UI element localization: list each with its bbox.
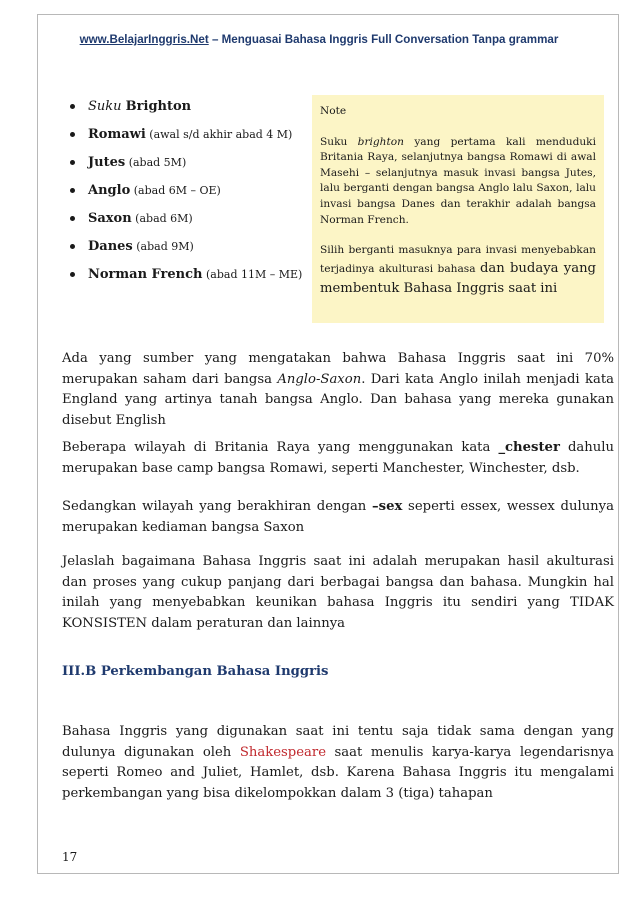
- list-item: [68, 124, 308, 152]
- paragraph-akulturasi: Jelaslah bagaimana Bahasa Inggris saat ini adalah merupakan hasil akulturasi dan proses yang cukup panjang dari berbagai bangsa dan bahasa. Mungkin hal inilah yang menyebabkan keunikan bahasa Inggris itu sendiri yang TIDAK KONSISTEN dalam peraturan dan lainnya: [62, 554, 614, 632]
- list-item: [68, 208, 308, 236]
- tribe-list: [68, 96, 308, 292]
- tribe-period: (abad 5M): [125, 156, 187, 169]
- tribe-name: Saxon: [88, 211, 132, 226]
- tribe-period: (awal s/d akhir abad 4 M): [145, 128, 293, 141]
- tribe-name: Danes: [88, 239, 133, 254]
- section-heading: III.B Perkembangan Bahasa Inggris: [62, 664, 329, 679]
- list-item: [68, 180, 308, 208]
- list-item: [68, 264, 308, 292]
- paragraph-anglo-saxon: Ada yang sumber yang mengatakan bahwa Bahasa Inggris saat ini 70% merupakan saham dari bangsa Anglo-Saxon. Dari kata Anglo inilah menjadi kata England yang artinya tanah bangsa Anglo. Dan bahasa yang mereka gunakan disebut English: [62, 351, 614, 429]
- tribe-name: Norman French: [88, 267, 203, 282]
- tribe-period: (abad 9M): [132, 240, 194, 253]
- paragraph-sex: Sedangkan wilayah yang berakhiran dengan –sex seperti essex, wessex dulunya merupakan kediaman bangsa Saxon: [62, 499, 614, 535]
- tribe-name: Romawi: [88, 127, 146, 142]
- list-item: [68, 152, 308, 180]
- tribe-period: (abad 6M): [131, 212, 193, 225]
- note-paragraph-1: Suku brighton yang pertama kali menduduki Britania Raya, selanjutnya bangsa Romawi di awal Masehi – selanjutnya masuk invasi bangsa Jutes, lalu berganti dengan bangsa Anglo lalu Saxon, lalu invasi bangsa Danes dan terakhir adalah bangsa Norman French.: [320, 135, 596, 226]
- note-paragraph-2: Silih berganti masuknya para invasi menyebabkan terjadinya akulturasi bahasa dan budaya yang membentuk Bahasa Inggris saat ini: [320, 244, 596, 296]
- tribe-period: (abad 6M – OE): [130, 184, 221, 197]
- paragraph-shakespeare: Bahasa Inggris yang digunakan saat ini tentu saja tidak sama dengan yang dulunya digunakan oleh Shakespeare saat menulis karya-karya legendarisnya seperti Romeo and Juliet, Hamlet, dsb. Karena Bahasa Inggris itu mengalami perkembangan yang bisa dikelompokkan dalam 3 (tiga) tahapan: [62, 724, 614, 802]
- page-header: [0, 33, 638, 46]
- paragraph-chester: Beberapa wilayah di Britania Raya yang menggunakan kata _chester dahulu merupakan base camp bangsa Romawi, seperti Manchester, Winchester, dsb.: [62, 440, 614, 476]
- site-link[interactable]: www.BelajarInggris.Net: [79, 33, 209, 46]
- tribe-name: Suku Brighton: [88, 99, 192, 114]
- list-item: [68, 236, 308, 264]
- tribe-period: (abad 11M – ME): [202, 268, 303, 281]
- list-item: [68, 96, 308, 124]
- shakespeare-highlight: Shakespeare: [239, 744, 326, 760]
- tribe-name: Anglo: [88, 183, 131, 198]
- note-title: Note: [320, 105, 347, 117]
- note-box: [312, 95, 604, 323]
- header-tagline: – Menguasai Bahasa Inggris Full Conversation Tanpa grammar: [208, 33, 559, 46]
- tribe-name: Jutes: [88, 155, 126, 170]
- page-number: 17: [62, 850, 78, 864]
